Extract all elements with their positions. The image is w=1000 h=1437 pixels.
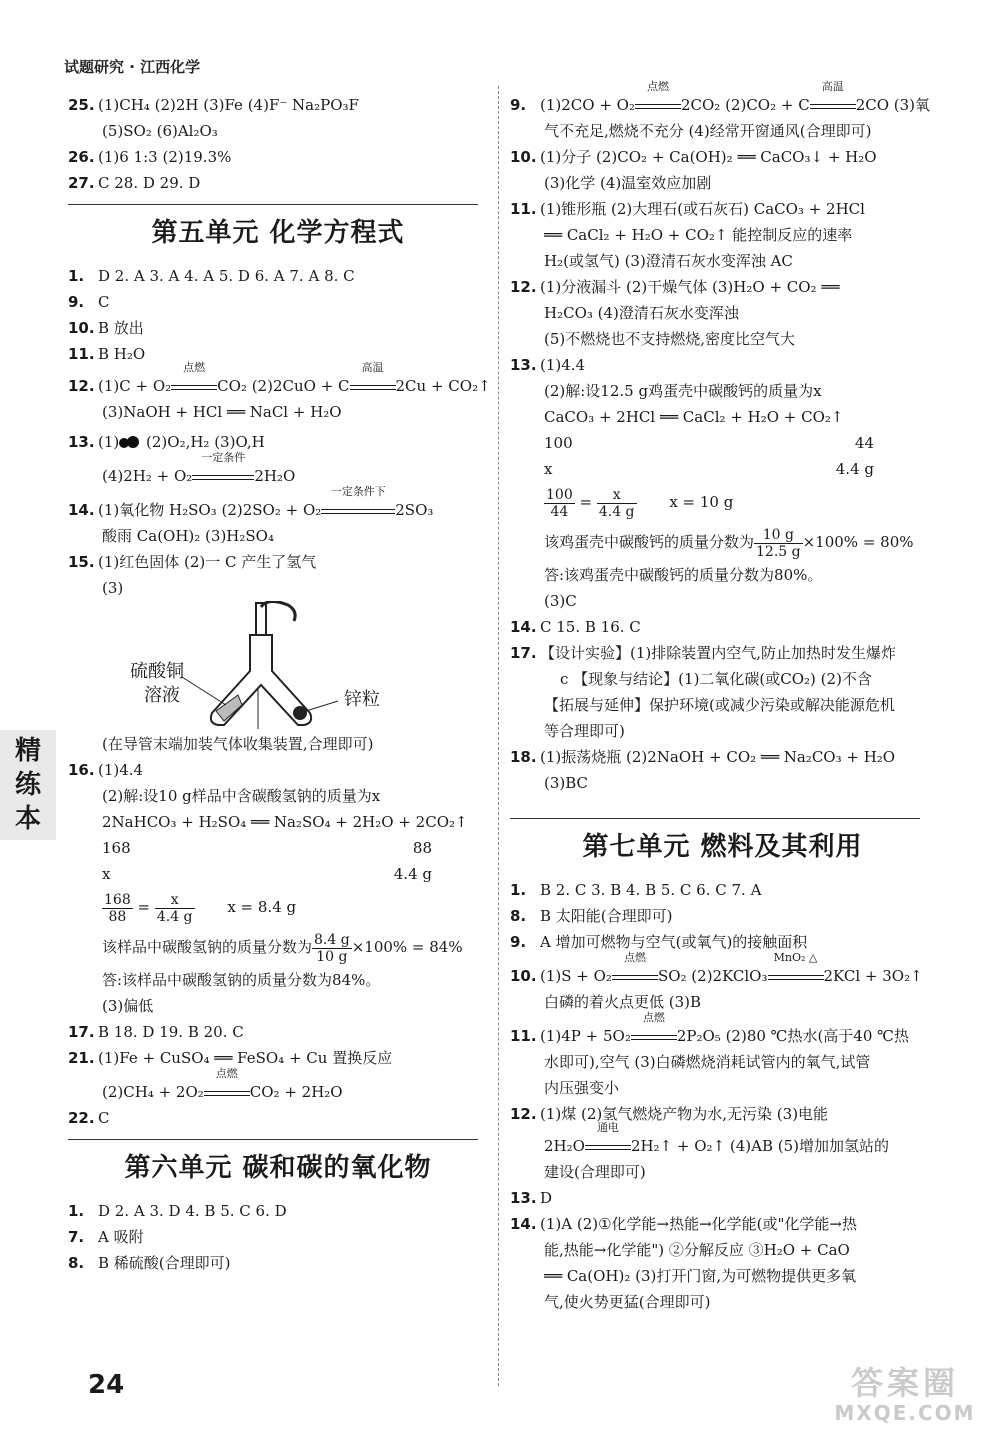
u5-answer-9: 9. C [68, 293, 110, 311]
u6-answer-13-part3: (3)C [544, 592, 577, 610]
u6-answer-13-ratio-row: x 4.4 g [544, 460, 874, 478]
u6-answer-12-cont: H₂CO₃ (4)澄清石灰水变浑浊 [544, 304, 739, 322]
answer-25-cont: (5)SO₂ (6)Al₂O₃ [102, 122, 218, 140]
apparatus-label-zinc: 锌粒 [344, 689, 380, 710]
u6-answer-14: 14. C 15. B 16. C [510, 618, 641, 636]
u6-answer-7: 7. A 吸附 [68, 1228, 144, 1246]
side-tab-char: 练 [14, 770, 41, 800]
u6-answer-13: 13. (1)4.4 [510, 356, 586, 374]
u7-answer-14-cont: 能,热能→化学能") ②分解反应 ③H₂O + CaO [544, 1241, 850, 1259]
u5-answer-12: 12. (1)C + O₂ 点燃 CO₂ (2)2CuO + C 高温 2Cu + CO₂↑ [68, 361, 491, 395]
u7-answer-11-cont2: 内压强变小 [544, 1079, 620, 1097]
u6-answer-18: 18. (1)振荡烧瓶 (2)2NaOH + CO₂ ══ Na₂CO₃ + H₂O [510, 748, 896, 766]
side-tab-char: 本 [14, 804, 41, 834]
u7-answer-11-cont: 水即可),空气 (3)白磷燃烧消耗试管内的氧气,试管 [544, 1053, 871, 1071]
u6-answer-13-ratio-row: 100 44 [544, 434, 874, 452]
u5-answer-15-note: (在导管末端加装气体收集装置,合理即可) [102, 735, 374, 753]
section-rule [68, 1139, 478, 1140]
u7-answer-1: 1. B 2. C 3. B 4. B 5. C 6. C 7. A [510, 881, 762, 899]
apparatus-label-solution: 硫酸铜 [130, 661, 184, 682]
u7-answer-10: 10. (1)S + O₂ 点燃 SO₂ (2)2KClO₃ MnO₂ △ 2KCl + 3O₂↑ [510, 951, 923, 985]
u6-answer-9: 9. (1)2CO + O₂ 点燃 2CO₂ (2)CO₂ + C 高温 2CO (3)氧 [510, 80, 931, 114]
u6-answer-10-cont: (3)化学 (4)温室效应加剧 [544, 174, 712, 192]
right-column [510, 80, 935, 1315]
u6-answer-17-cont2: 【拓展与延伸】保护环境(或减少污染或解决能源危机 [544, 696, 895, 714]
molecule-icon [119, 436, 141, 450]
u5-answer-11: 11. B H₂O [68, 345, 146, 363]
u5-answer-16: 16. (1)4.4 [68, 761, 144, 779]
y-tube-apparatus [130, 601, 488, 731]
answer-25: 25. (1)CH₄ (2)2H (3)Fe (4)F⁻ Na₂PO₃F [68, 96, 359, 114]
u6-answer-9-cont: 气不充足,燃烧不充分 (4)经常开窗通风(合理即可) [544, 122, 872, 140]
u5-answer-16-percentage: 该样品中碳酸氢钠的质量分数为 $\frac{8.4 g}{10 g}$ ×100% = 84% [102, 931, 463, 965]
u6-answer-13-conclusion: 答:该鸡蛋壳中碳酸钙的质量分数为80%。 [544, 566, 823, 584]
u6-answer-18-cont: (3)BC [544, 774, 589, 792]
u6-answer-12-cont2: (5)不燃烧也不支持燃烧,密度比空气大 [544, 330, 796, 348]
page-header: 试题研究 · 江西化学 [64, 58, 201, 76]
left-column [68, 92, 491, 1276]
u6-answer-13-percentage: 该鸡蛋壳中碳酸钙的质量分数为 $\frac{10 g}{12.5 g}$ ×100% = 80% [544, 526, 914, 560]
page-number: 24 [88, 1370, 125, 1400]
side-tab-char: 精 [14, 736, 41, 766]
u7-answer-13: 13. D [510, 1189, 553, 1207]
u5-answer-16-conclusion: 答:该样品中碳酸氢钠的质量分数为84%。 [102, 971, 381, 989]
answer-27: 27. C 28. D 29. D [68, 174, 201, 192]
u6-answer-13-equation: CaCO₃ + 2HCl ══ CaCl₂ + H₂O + CO₂↑ [544, 408, 844, 426]
u5-answer-13: 13. (1) (2)O₂,H₂ (3)O,H [68, 433, 265, 451]
watermark-logo: 答案圈 MXQE.COM [834, 1364, 976, 1425]
u5-answer-16-part3: (3)偏低 [102, 997, 154, 1015]
u7-answer-12-cont2: 建设(合理即可) [544, 1163, 646, 1181]
u5-answer-14: 14. (1)氧化物 H₂SO₃ (2)2SO₂ + O₂ 一定条件下 2SO₃ [68, 485, 434, 519]
u6-answer-11-cont: ══ CaCl₂ + H₂O + CO₂↑ 能控制反应的速率 [544, 226, 853, 244]
u7-answer-12: 12. (1)煤 (2)氢气燃烧产物为水,无污染 (3)电能 [510, 1105, 829, 1123]
u6-answer-12: 12. (1)分液漏斗 (2)干燥气体 (3)H₂O + CO₂ ══ [510, 278, 840, 296]
apparatus-label-solution-2: 溶液 [144, 685, 180, 706]
u6-answer-10: 10. (1)分子 (2)CO₂ + Ca(OH)₂ ══ CaCO₃↓ + H₂O [510, 148, 877, 166]
u5-answer-14-cont: 酸雨 Ca(OH)₂ (3)H₂SO₄ [102, 527, 274, 545]
u5-answer-13-cont: (4)2H₂ + O₂ 一定条件 2H₂O [102, 451, 296, 485]
u7-answer-14-cont3: 气,使火势更猛(合理即可) [544, 1293, 711, 1311]
section-rule [68, 204, 478, 205]
u7-answer-14: 14. (1)A (2)①化学能→热能→化学能(或"化学能→热 [510, 1215, 858, 1233]
u6-answer-13-proportion: $\frac{100}{44}$ = $\frac{x}{4.4 g}$ x = 10 g [546, 486, 734, 520]
u7-answer-9: 9. A 增加可燃物与空气(或氧气)的接触面积 [510, 933, 808, 951]
u6-answer-17-cont: c 【现象与结论】(1)二氧化碳(或CO₂) (2)不含 [560, 670, 872, 688]
side-tab [0, 730, 56, 840]
u5-answer-12-cont: (3)NaOH + HCl ══ NaCl + H₂O [102, 403, 342, 421]
u5-answer-1: 1. D 2. A 3. A 4. A 5. D 6. A 7. A 8. C [68, 267, 355, 285]
section-rule [510, 818, 920, 819]
u7-answer-12-cont: 2H₂O 通电 2H₂↑ + O₂↑ (4)AB (5)增加加氢站的 [544, 1121, 890, 1155]
unit5-title: 第五单元 化学方程式 [151, 218, 405, 248]
u6-answer-17-cont3: 等合理即可) [544, 722, 625, 740]
unit6-title: 第六单元 碳和碳的氧化物 [124, 1153, 432, 1183]
column-divider [498, 86, 499, 1386]
u7-answer-8: 8. B 太阳能(合理即可) [510, 907, 673, 925]
u6-answer-11-cont2: H₂(或氢气) (3)澄清石灰水变浑浊 AC [544, 252, 793, 270]
u7-answer-10-cont: 白磷的着火点更低 (3)B [544, 993, 702, 1011]
u6-answer-13-solution: (2)解:设12.5 g鸡蛋壳中碳酸钙的质量为x [544, 382, 822, 400]
u6-answer-1: 1. D 2. A 3. D 4. B 5. C 6. D [68, 1202, 287, 1220]
u5-answer-15: 15. (1)红色固体 (2)一 C 产生了氢气 [68, 553, 317, 571]
u6-answer-17: 17. 【设计实验】(1)排除装置内空气,防止加热时发生爆炸 [510, 644, 897, 662]
u5-answer-15-part3: (3) [102, 579, 124, 597]
u6-answer-11: 11. (1)锥形瓶 (2)大理石(或石灰石) CaCO₃ + 2HCl [510, 200, 865, 218]
u5-answer-16-ratio-row: 168 88 [102, 839, 432, 857]
u7-answer-11: 11. (1)4P + 5O₂ 点燃 2P₂O₅ (2)80 ℃热水(高于40 ℃热 [510, 1011, 909, 1045]
u5-answer-16-solution: (2)解:设10 g样品中含碳酸氢钠的质量为x [102, 787, 381, 805]
u5-answer-17: 17. B 18. D 19. B 20. C [68, 1023, 244, 1041]
u6-answer-8: 8. B 稀硫酸(合理即可) [68, 1254, 231, 1272]
u5-answer-21-cont: (2)CH₄ + 2O₂ 点燃 CO₂ + 2H₂O [102, 1067, 343, 1101]
answer-26: 26. (1)6 1:3 (2)19.3% [68, 148, 232, 166]
u5-answer-16-proportion: $\frac{168}{88}$ = $\frac{x}{4.4 g}$ x = 8.4 g [104, 891, 297, 925]
u5-answer-16-ratio-row: x 4.4 g [102, 865, 432, 883]
u5-answer-16-equation: 2NaHCO₃ + H₂SO₄ ══ Na₂SO₄ + 2H₂O + 2CO₂↑ [102, 813, 468, 831]
u5-answer-21: 21. (1)Fe + CuSO₄ ══ FeSO₄ + Cu 置换反应 [68, 1049, 393, 1067]
u5-answer-10: 10. B 放出 [68, 319, 144, 337]
u5-answer-22: 22. C [68, 1109, 110, 1127]
u7-answer-14-cont2: ══ Ca(OH)₂ (3)打开门窗,为可燃物提供更多氧 [544, 1267, 857, 1285]
unit7-title: 第七单元 燃料及其利用 [582, 832, 863, 862]
